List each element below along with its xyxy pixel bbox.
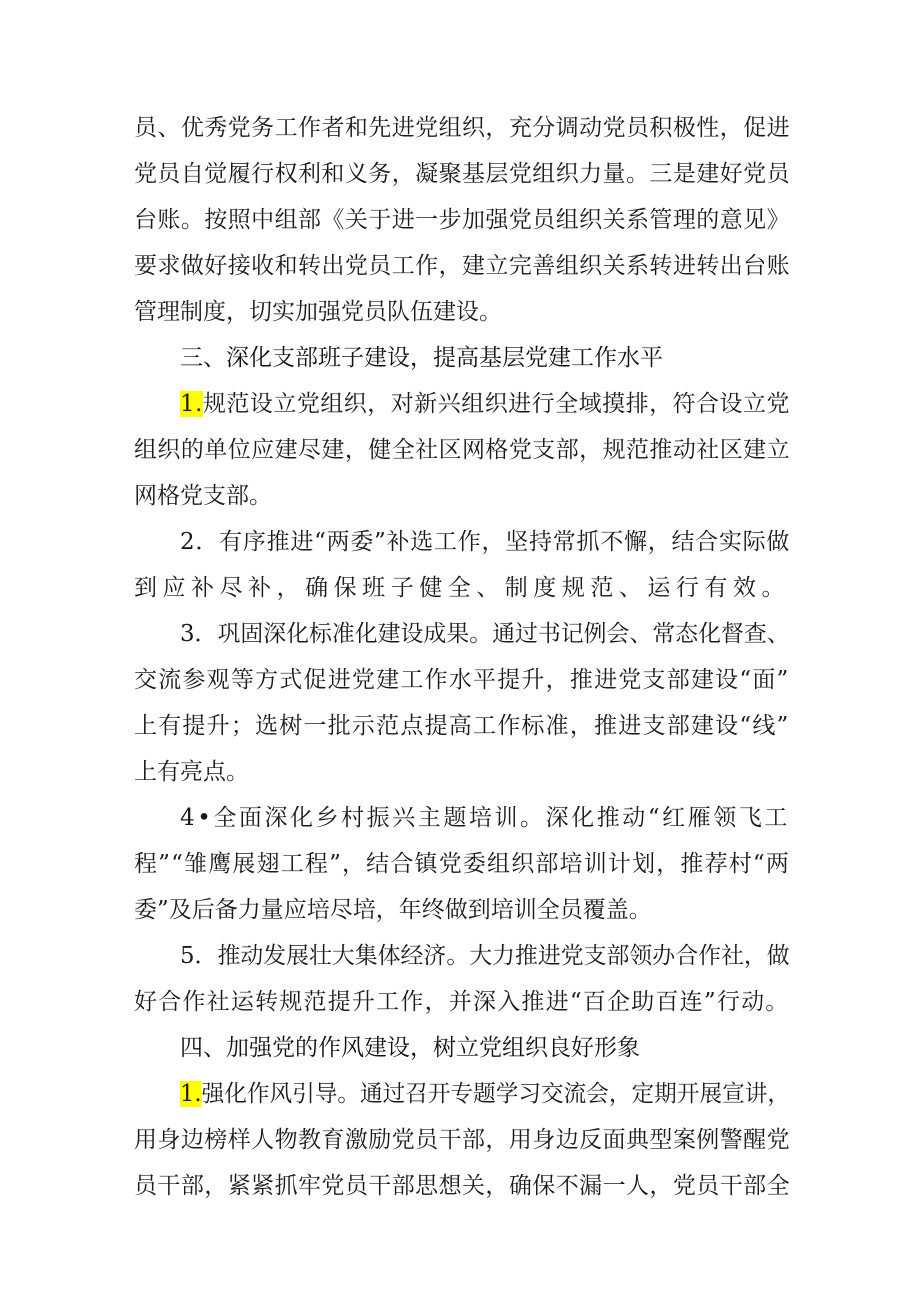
paragraph-line: 网格党支部。: [134, 483, 272, 509]
paragraph-line: 5．推动发展壮大集体经济。大力推进党支部领办合作社，做: [180, 943, 790, 969]
paragraph-line: 好合作社运转规范提升工作，并深入推进“百企助百连”行动。: [134, 989, 790, 1015]
section-heading: 三、深化支部班子建设，提高基层党建工作水平: [180, 345, 663, 371]
paragraph-line: 程”“雏鹰展翅工程”，结合镇党委组织部培训计划，推荐村“两: [134, 851, 791, 877]
paragraph-line: 组织的单位应建尽建，健全社区网格党支部，规范推动社区建立: [134, 437, 790, 463]
paragraph-line-text: 规范设立党组织，对新兴组织进行全域摸排，符合设立党: [202, 391, 790, 417]
list-item-first-line: [180, 1079, 790, 1109]
paragraph-line: 3．巩固深化标准化建设成果。通过书记例会、常态化督查、: [180, 621, 790, 647]
paragraph-line: 委”及后备力量应培尽培，年终做到培训全员覆盖。: [134, 897, 652, 923]
section-heading: 四、加强党的作风建设，树立党组织良好形象: [180, 1035, 640, 1061]
paragraph-line: 用身边榜样人物教育激励党员干部，用身边反面典型案例警醒党: [134, 1127, 790, 1153]
paragraph-line-text: 强化作风引导。通过召开专题学习交流会，定期开展宣讲，: [201, 1081, 790, 1107]
item-number-highlight: 1.: [180, 1081, 202, 1107]
paragraph-line: 交流参观等方式促进党建工作水平提升，推进党支部建设“面”: [134, 667, 790, 693]
paragraph-line: 台账。按照中组部《关于进一步加强党员组织关系管理的意见》: [134, 207, 790, 233]
paragraph-line: 上有提升；选树一批示范点提高工作标准，推进支部建设“线”: [134, 713, 790, 739]
paragraph-line: 上有亮点。: [134, 759, 249, 785]
paragraph-line: 要求做好接收和转出党员工作，建立完善组织关系转进转出台账: [134, 253, 790, 279]
list-item-first-line: [180, 389, 790, 419]
paragraph-line: 管理制度，切实加强党员队伍建设。: [134, 299, 502, 325]
paragraph-line: 到应补尽补，确保班子健全、制度规范、运行有效。: [134, 575, 790, 601]
paragraph-line: 2．有序推进“两委”补选工作，坚持常抓不懈，结合实际做: [180, 529, 791, 555]
paragraph-line: 员、优秀党务工作者和先进党组织，充分调动党员积极性，促进: [134, 115, 790, 141]
paragraph-line: 党员自觉履行权利和义务，凝聚基层党组织力量。三是建好党员: [134, 161, 790, 187]
paragraph-line: 4•全面深化乡村振兴主题培训。深化推动“红雁领飞工: [180, 805, 790, 831]
paragraph-line: 员干部，紧紧抓牢党员干部思想关，确保不漏一人，党员干部全: [134, 1173, 790, 1199]
item-number-highlight: 1.: [180, 391, 203, 417]
